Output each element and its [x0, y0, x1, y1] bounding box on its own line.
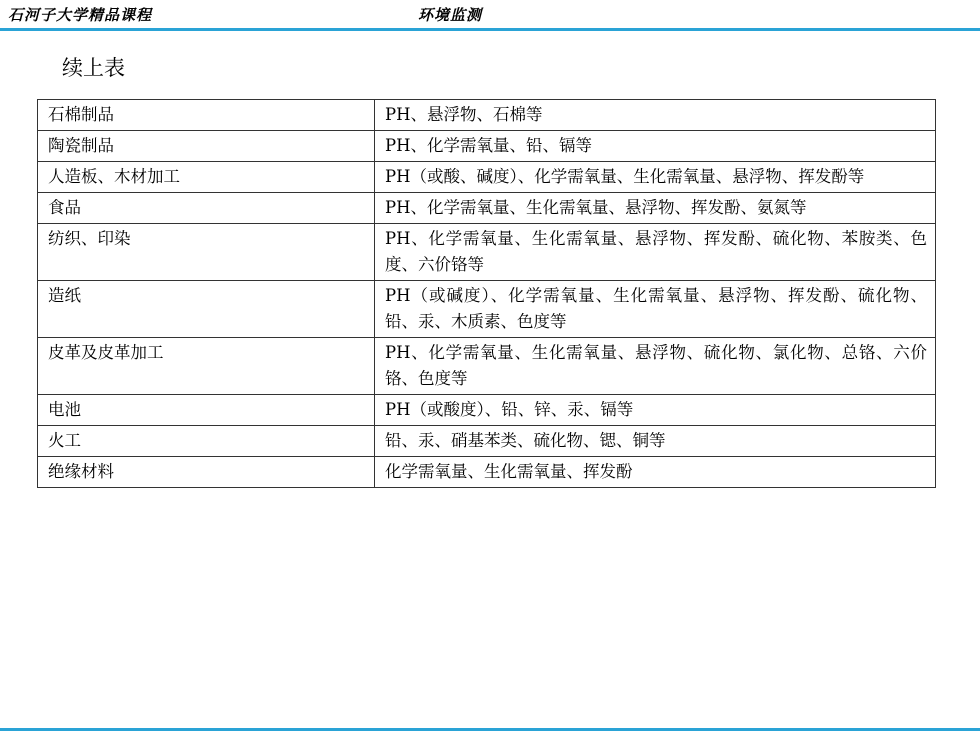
table-continuation-label: 续上表	[62, 56, 125, 80]
industry-cell: 陶瓷制品	[38, 131, 375, 162]
monitoring-items-cell: PH、化学需氧量、生化需氧量、悬浮物、挥发酚、硫化物、苯胺类、色度、六价铬等	[375, 224, 936, 281]
monitoring-items-cell: 化学需氧量、生化需氧量、挥发酚	[375, 457, 936, 488]
industry-cell: 石棉制品	[38, 100, 375, 131]
table-row	[38, 457, 936, 488]
monitoring-items-cell: PH、悬浮物、石棉等	[375, 100, 936, 131]
monitoring-items-cell: PH（或碱度）、化学需氧量、生化需氧量、悬浮物、挥发酚、硫化物、铅、汞、木质素、色度等	[375, 281, 936, 338]
industry-cell: 纺织、印染	[38, 224, 375, 281]
header-divider	[0, 28, 980, 31]
table-row	[38, 395, 936, 426]
footer-divider	[0, 728, 980, 731]
course-name: 石河子大学精品课程	[8, 6, 153, 24]
industry-cell: 人造板、木材加工	[38, 162, 375, 193]
page-header	[0, 0, 980, 28]
table-row	[38, 224, 936, 281]
industry-cell: 火工	[38, 426, 375, 457]
table-row	[38, 281, 936, 338]
table-row	[38, 338, 936, 395]
course-title: 环境监测	[418, 6, 483, 24]
table-row	[38, 131, 936, 162]
industry-cell: 皮革及皮革加工	[38, 338, 375, 395]
monitoring-items-cell: PH（或酸、碱度）、化学需氧量、生化需氧量、悬浮物、挥发酚等	[375, 162, 936, 193]
pollutant-table	[37, 99, 936, 488]
monitoring-items-cell: PH、化学需氧量、铅、镉等	[375, 131, 936, 162]
industry-cell: 电池	[38, 395, 375, 426]
industry-cell: 绝缘材料	[38, 457, 375, 488]
industry-cell: 造纸	[38, 281, 375, 338]
table-row	[38, 162, 936, 193]
table-row	[38, 426, 936, 457]
table-row	[38, 193, 936, 224]
table-row	[38, 100, 936, 131]
table-body	[38, 100, 936, 488]
industry-cell: 食品	[38, 193, 375, 224]
monitoring-items-cell: 铅、汞、硝基苯类、硫化物、锶、铜等	[375, 426, 936, 457]
monitoring-items-cell: PH、化学需氧量、生化需氧量、悬浮物、硫化物、氯化物、总铬、六价铬、色度等	[375, 338, 936, 395]
monitoring-items-cell: PH、化学需氧量、生化需氧量、悬浮物、挥发酚、氨氮等	[375, 193, 936, 224]
monitoring-items-cell: PH（或酸度）、铅、锌、汞、镉等	[375, 395, 936, 426]
